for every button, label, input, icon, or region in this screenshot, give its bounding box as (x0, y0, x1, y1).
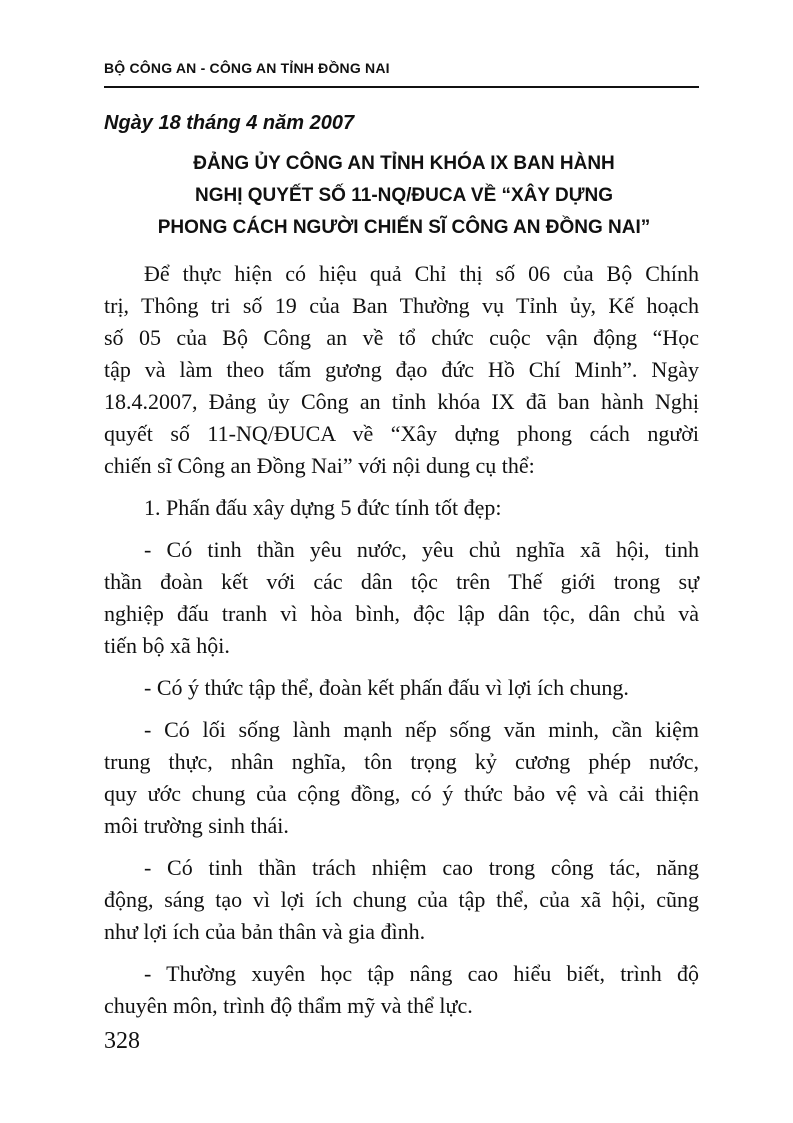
text-line: 1. Phấn đấu xây dựng 5 đức tính tốt đẹp: (144, 495, 502, 520)
text-line: tập và làm theo tấm gương đạo đức Hồ Chí Minh”. Ngày (104, 357, 699, 382)
section-heading-paragraph (104, 492, 699, 524)
body-text (104, 258, 699, 1032)
text-line: chuyên môn, trình độ thẩm mỹ và thể lực. (104, 993, 473, 1018)
text-line: số 05 của Bộ Công an về tổ chức cuộc vận động “Học (104, 325, 699, 350)
text-line: động, sáng tạo vì lợi ích chung của tập thể, của xã hội, cũng (104, 887, 699, 912)
text-line: quyết số 11-NQ/ĐUCA về “Xây dựng phong cách người (104, 421, 699, 446)
text-line: quy ước chung của cộng đồng, có ý thức bảo vệ và cải thiện (104, 781, 699, 806)
text-line: Để thực hiện có hiệu quả Chỉ thị số 06 của Bộ Chính (144, 261, 699, 286)
list-item-paragraph (104, 672, 699, 704)
header-rule (104, 86, 699, 88)
title-line: ĐẢNG ỦY CÔNG AN TỈNH KHÓA IX BAN HÀNH (193, 153, 615, 174)
text-line: trị, Thông tri số 19 của Ban Thường vụ Tỉnh ủy, Kế hoạch (104, 293, 699, 318)
text-line: 18.4.2007, Đảng ủy Công an tỉnh khóa IX đã ban hành Nghị (104, 389, 699, 414)
title-line: PHONG CÁCH NGƯỜI CHIẾN SĨ CÔNG AN ĐỒNG NAI” (157, 217, 651, 238)
list-item-paragraph (104, 714, 699, 842)
document-title (104, 148, 704, 244)
list-item-paragraph (104, 852, 699, 948)
text-line: thần đoàn kết với các dân tộc trên Thế giới trong sự (104, 569, 699, 594)
title-line: NGHỊ QUYẾT SỐ 11-NQ/ĐUCA VỀ “XÂY DỰNG (195, 185, 613, 206)
list-item-paragraph (104, 534, 699, 662)
date-line: Ngày 18 tháng 4 năm 2007 (104, 112, 355, 134)
page-number: 328 (104, 1028, 140, 1054)
text-line: - Có ý thức tập thể, đoàn kết phấn đấu vì lợi ích chung. (144, 675, 629, 700)
list-item-paragraph (104, 958, 699, 1022)
running-header: BỘ CÔNG AN - CÔNG AN TỈNH ĐỒNG NAI (104, 60, 390, 76)
text-line: tiến bộ xã hội. (104, 633, 230, 658)
text-line: chiến sĩ Công an Đồng Nai” với nội dung cụ thể: (104, 453, 535, 478)
text-line: - Có tinh thần yêu nước, yêu chủ nghĩa xã hội, tinh (144, 537, 699, 562)
text-line: trung thực, nhân nghĩa, tôn trọng kỷ cương phép nước, (104, 749, 699, 774)
text-line: môi trường sinh thái. (104, 813, 289, 838)
text-line: - Thường xuyên học tập nâng cao hiểu biết, trình độ (144, 961, 699, 986)
intro-paragraph (104, 258, 699, 482)
text-line: - Có lối sống lành mạnh nếp sống văn minh, cần kiệm (144, 717, 699, 742)
text-line: như lợi ích của bản thân và gia đình. (104, 919, 426, 944)
text-line: - Có tinh thần trách nhiệm cao trong công tác, năng (144, 855, 699, 880)
text-line: nghiệp đấu tranh vì hòa bình, độc lập dân tộc, dân chủ và (104, 601, 699, 626)
